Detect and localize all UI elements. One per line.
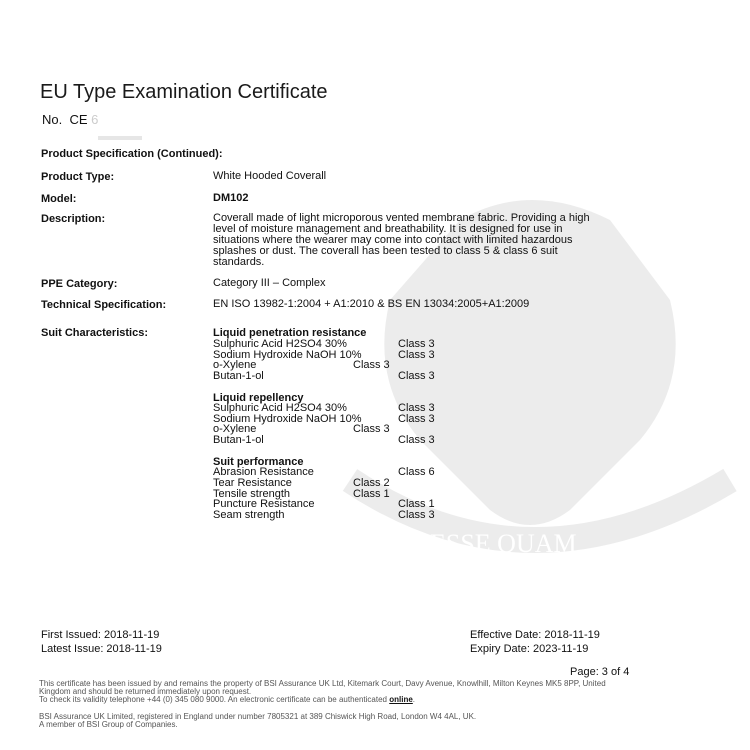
row-class: Class 1 (398, 498, 435, 510)
model-value: DM102 (213, 192, 249, 204)
fine-print-line: A member of BSI Group of Companies. (39, 720, 178, 729)
description-value (213, 213, 653, 268)
ppe-category-value: Category III – Complex (213, 277, 326, 289)
description-line: level of moisture management and breathability. It is designed for use in (213, 223, 563, 235)
expiry-date: Expiry Date: 2023-11-19 (470, 643, 589, 655)
ppe-category-label: PPE Category: (41, 278, 118, 290)
description-label: Description: (41, 213, 106, 225)
penetration-title: Liquid penetration resistance (213, 327, 367, 339)
online-link[interactable]: online (389, 695, 413, 704)
repellency-title: Liquid repellency (213, 392, 304, 404)
row-class: Class 3 (398, 402, 435, 414)
row-class: Class 1 (353, 488, 390, 500)
cert-no-value: CE (69, 112, 88, 127)
row-class: Class 3 (398, 509, 435, 521)
product-type-label: Product Type: (41, 171, 115, 183)
row-name: o-Xylene (213, 423, 257, 435)
table-row (213, 371, 473, 382)
row-name: Sodium Hydroxide NaOH 10% (213, 413, 362, 425)
row-name: Sodium Hydroxide NaOH 10% (213, 349, 362, 361)
row-name: Seam strength (213, 509, 285, 521)
row-name: o-Xylene (213, 359, 257, 371)
effective-date: Effective Date: 2018-11-19 (470, 629, 600, 641)
table-row (213, 510, 473, 521)
description-line: splashes or dust. The coverall has been tested to class 5 & class 6 suit (213, 245, 558, 257)
fine-print-line: This certificate has been issued by and remains the property of BSI Assurance UK Ltd, Kitemark Court, Davy Avenue, Knowlhill, Milton Keynes MK5 8PP, United (39, 679, 606, 688)
row-name: Tensile strength (213, 488, 291, 500)
product-type-value: White Hooded Coverall (213, 170, 327, 182)
fine-print-text: To check its validity telephone +44 (0) 345 080 9000. An electronic certificate can be authenticated (39, 695, 387, 704)
description-line: standards. (213, 256, 265, 268)
cert-no-label: No. (42, 112, 63, 127)
redaction-mark (98, 136, 142, 140)
row-name: Sulphuric Acid H2SO4 30% (213, 338, 347, 350)
suit-characteristics-label: Suit Characteristics: (41, 327, 148, 339)
certificate-number (42, 112, 98, 127)
spec-heading: Product Specification (Continued): (41, 148, 223, 160)
page-number: Page: 3 of 4 (570, 666, 630, 678)
model-label: Model: (41, 193, 77, 205)
row-class: Class 6 (398, 466, 435, 478)
row-class: Class 3 (353, 359, 390, 371)
row-name: Butan-1-ol (213, 370, 264, 382)
row-class: Class 3 (398, 338, 435, 350)
row-class: Class 3 (398, 349, 435, 361)
row-name: Tear Resistance (213, 477, 292, 489)
watermark-text: ESSE QUAM (430, 529, 577, 558)
row-name: Sulphuric Acid H2SO4 30% (213, 402, 347, 414)
technical-spec-value: EN ISO 13982-1:2004 + A1:2010 & BS EN 13034:2005+A1:2009 (213, 298, 530, 310)
row-class: Class 3 (398, 413, 435, 425)
table-row (213, 435, 473, 446)
fine-print-period: . (412, 695, 416, 704)
row-class: Class 2 (353, 477, 390, 489)
technical-spec-label: Technical Specification: (41, 299, 167, 311)
description-line: situations where the wearer may come into contact with limited hazardous (213, 234, 573, 246)
latest-issue: Latest Issue: 2018-11-19 (41, 643, 162, 655)
fine-print-line (39, 695, 719, 704)
certificate-title: EU Type Examination Certificate (40, 81, 328, 103)
row-name: Puncture Resistance (213, 498, 315, 510)
description-line: Coverall made of light microporous vented membrane fabric. Providing a high (213, 212, 590, 224)
row-class: Class 3 (398, 370, 435, 382)
first-issued: First Issued: 2018-11-19 (41, 629, 160, 641)
row-name: Abrasion Resistance (213, 466, 314, 478)
fine-print-line: BSI Assurance UK Limited, registered in England under number 7805321 at 389 Chiswick High Road, London W4 4AL, UK. (39, 712, 477, 721)
row-class: Class 3 (353, 423, 390, 435)
cert-no-blurred: 6 (91, 112, 99, 127)
performance-title: Suit performance (213, 456, 304, 468)
row-class: Class 3 (398, 434, 435, 446)
row-name: Butan-1-ol (213, 434, 264, 446)
fine-print-line: Kingdom and should be returned immediately upon request. (39, 687, 252, 696)
